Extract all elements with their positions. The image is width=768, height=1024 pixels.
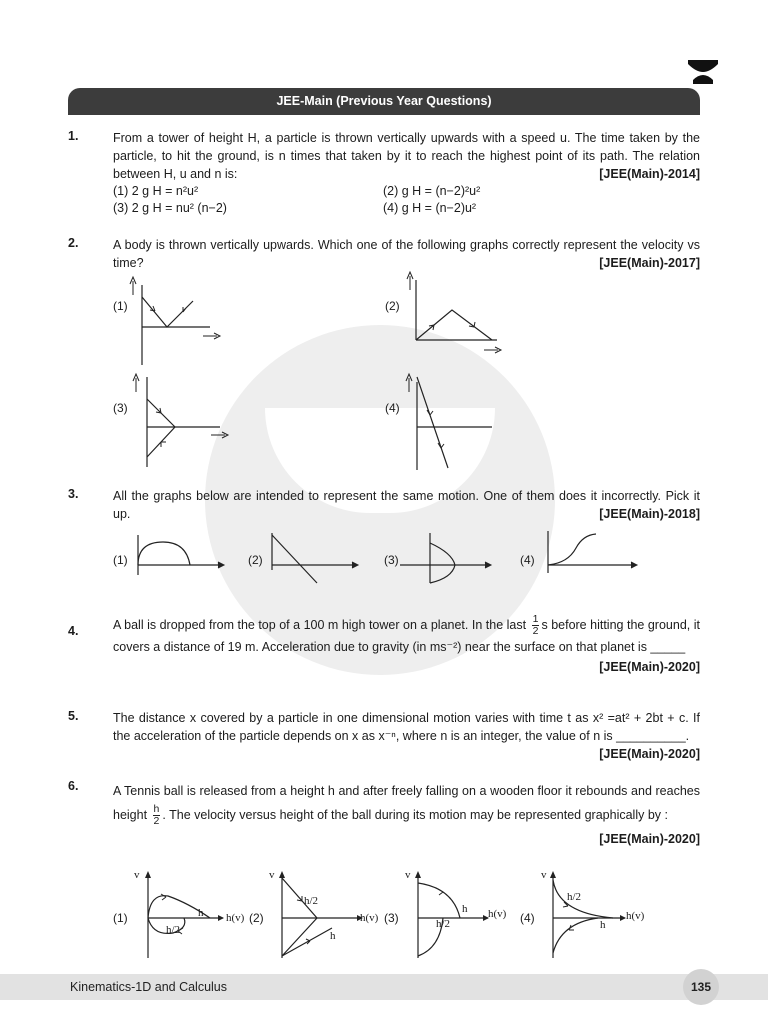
axis-h: h(v) — [626, 910, 645, 922]
mark-h2: h/2 — [166, 924, 181, 936]
question-6 — [68, 779, 700, 851]
exam-tag: [JEE(Main)-2018] — [599, 507, 700, 521]
page-number: 135 — [683, 969, 719, 1005]
motion-graph-2 — [262, 530, 362, 585]
question-number: 2. — [68, 236, 79, 250]
mark-h: h — [600, 919, 606, 931]
brand-logo-icon — [688, 60, 718, 86]
graph-label: (2) — [249, 911, 264, 925]
exam-tag: [JEE(Main)-2014] — [599, 167, 700, 181]
question-number: 4. — [68, 624, 79, 638]
velocity-height-graph-2 — [262, 868, 402, 963]
fraction: $\frac{1}{2}$ — [532, 613, 539, 637]
velocity-time-graph-1 — [125, 275, 225, 370]
motion-graph-3 — [400, 528, 495, 583]
mark-h2: h/2 — [567, 891, 582, 903]
graph-label: (3) — [384, 911, 399, 925]
velocity-time-graph-4 — [400, 372, 500, 472]
graph-label: (2) — [385, 299, 400, 313]
question-number: 3. — [68, 487, 79, 501]
section-header: JEE-Main (Previous Year Questions) — [68, 88, 700, 115]
question-number: 6. — [68, 779, 79, 793]
question-5 — [68, 709, 700, 763]
axis-h: h(v) — [360, 912, 379, 924]
axis-v: v — [541, 869, 547, 881]
graph-label: (1) — [113, 553, 128, 567]
question-text: From a tower of height H, a particle is thrown vertically upwards with a speed u. The time taken by the particle, to hit the ground, is n times that taken by it to reach the highest point of its path. The relation between H, u and n is: [JEE(Main)-2014] — [113, 131, 700, 181]
velocity-time-graph-3 — [125, 372, 235, 467]
question-3 — [68, 487, 700, 523]
exam-tag: [JEE(Main)-2020] — [599, 747, 700, 761]
motion-graph-1 — [128, 530, 228, 580]
velocity-height-graph-4 — [533, 868, 673, 963]
graph-label: (3) — [384, 553, 399, 567]
axis-v: v — [405, 869, 411, 881]
question-2 — [68, 236, 700, 272]
graph-label: (3) — [113, 401, 128, 415]
axis-h: h(v) — [226, 912, 245, 924]
question-number: 5. — [68, 709, 79, 723]
question-text: A ball is dropped from the top of a 100 m high tower on a planet. In the last $\frac{1}{2}$ s before hitting the ground, it covers a distance of 19 m. Acceleration due to gravity (in ms⁻²) near the surface on that planet is _____ [JEE(Main)-2020] — [113, 614, 700, 657]
axis-v: v — [269, 869, 275, 881]
question-number: 1. — [68, 129, 79, 143]
question-text: A Tennis ball is released from a height h and after freely falling on a wooden floor it rebounds and reaches height $\frac{h}{2}$ . The velocity versus height of the ball during its motion may be represented graphically by : [JEE(Main)-2020] — [113, 779, 700, 827]
graph-label: (4) — [520, 911, 535, 925]
graph-label: (4) — [520, 553, 535, 567]
axis-v: v — [134, 869, 140, 881]
option-2: (2) g H = (n−2)²u² — [383, 184, 481, 198]
question-text: The distance x covered by a particle in one dimensional motion varies with time t as x² =at² + 2bt + c. If the acceleration of the particle depends on x as x⁻ⁿ, where n is an integer, the value of n is __________. [JEE(Main)-2020] — [113, 711, 700, 761]
option-4: (4) g H = (n−2)u² — [383, 201, 477, 215]
question-4 — [68, 614, 700, 677]
motion-graph-4 — [538, 528, 643, 583]
question-text: A body is thrown vertically upwards. Which one of the following graphs correctly represent the velocity vs time? [JEE(Main)-2017] — [113, 238, 700, 270]
page-footer — [0, 974, 768, 1000]
question-text: All the graphs below are intended to represent the same motion. One of them does it incorrectly. Pick it up. [JEE(Main)-2018] — [113, 489, 700, 521]
axis-h: h(v) — [488, 908, 507, 920]
mark-h2: h/2 — [436, 918, 451, 930]
velocity-time-graph-2 — [402, 270, 502, 360]
graph-label: (2) — [248, 553, 263, 567]
chapter-title: Kinematics-1D and Calculus — [70, 980, 228, 994]
options — [113, 183, 700, 217]
graph-label: (1) — [113, 911, 128, 925]
option-1: (1) 2 g H = n²u² — [113, 184, 199, 198]
fraction: $\frac{h}{2}$ — [153, 803, 160, 828]
exam-tag: [JEE(Main)-2020] — [599, 660, 700, 674]
mark-h2: h/2 — [304, 895, 319, 907]
mark-h: h — [462, 903, 468, 915]
velocity-height-graph-3 — [398, 868, 538, 963]
question-1 — [68, 129, 700, 217]
graph-label: (4) — [385, 401, 400, 415]
exam-tag: [JEE(Main)-2017] — [599, 256, 700, 270]
mark-h: h — [198, 907, 204, 919]
graph-label: (1) — [113, 299, 128, 313]
option-3: (3) 2 g H = nu² (n−2) — [113, 201, 227, 215]
mark-h: h — [330, 930, 336, 942]
exam-tag: [JEE(Main)-2020] — [599, 832, 700, 847]
